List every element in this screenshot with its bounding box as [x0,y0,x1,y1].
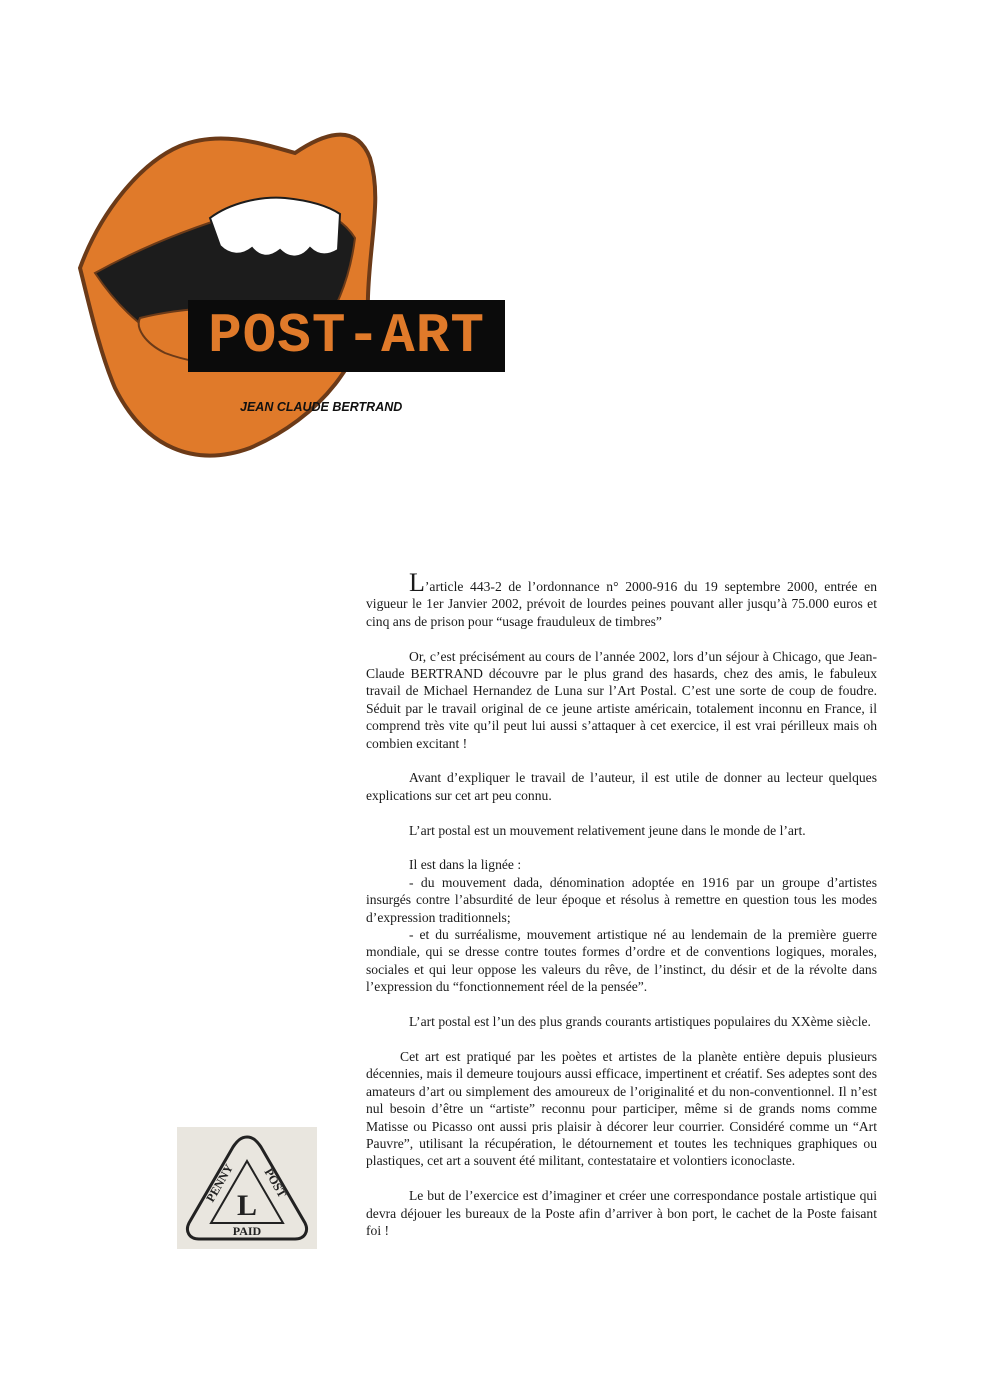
logo-title: POST-ART [188,300,505,372]
stamp-word-left: PENNY [203,1161,236,1205]
article-paragraph-1 [366,568,877,630]
lineage-item-surrealism: - et du surréalisme, mouvement artistique né au lendemain de la première guerre mondiale, qui se dresse contre toutes formes d’ordre et de conventions logiques, morales, sociales et qui leur oppose les valeurs du rêve, de l’instinct, du désir et de la révolte dans l’expression du “fonctionnement réel de la pensée”. [366,927,877,995]
article-paragraph-7: Cet art est pratiqué par les poètes et artistes de la planète entière depuis plusieurs décennies, mais il demeure toujours aussi efficace, impertinent et créatif. Ses adeptes sont des amateurs d’art ou simplement des amoureux de l’originalité et du non-conventionnel. Il n’est nul besoin d’être un “artiste” reconnu pour participer, même si de grands noms comme Matisse ou Picasso ont aussi pris plaisir à décorer leur courrier. Considéré comme un “Art Pauvre”, utilisant la récupération, le détournement et toutes les techniques graphiques ou plastiques, cet art a souvent été militant, contestataire et volontiers iconoclaste. [366,1048,877,1169]
article-paragraph-6: L’art postal est l’un des plus grands courants artistiques populaires du XXème siècle. [409,1014,871,1030]
penny-post-stamp [177,1127,317,1249]
drop-cap: L [409,568,425,597]
article-paragraph-1-text: ’article 443-2 de l’ordonnance n° 2000-916 du 19 septembre 2000, entrée en vigueur le 1er Janvier 2002, prévoit de lourdes peines pouvant aller jusqu’à 75.000 euros et cinq ans de prison pour “usage frauduleux de timbres” [366,579,877,629]
stamp-center-letter: L [236,1189,258,1222]
teeth [210,198,340,257]
stamp-word-bottom: PAID [232,1224,262,1238]
lineage-intro: Il est dans la lignée : [409,857,522,873]
lips-illustration [70,118,530,478]
article-paragraph-3: Avant d’expliquer le travail de l’auteur, il est utile de donner au lecteur quelques explications sur cet art peu connu. [366,770,877,803]
article-paragraph-4: L’art postal est un mouvement relativement jeune dans le monde de l’art. [409,822,806,838]
logo-author: JEAN CLAUDE BERTRAND [240,400,403,414]
article-paragraph-2: Or, c’est précisément au cours de l’année 2002, lors d’un séjour à Chicago, que Jean-Claude BERTRAND découvre par le plus grand des hasards, chez des amis, le fabuleux travail de Michael Hernandez de Luna sur l’Art Postal. C’est une sorte de coup de foudre. Séduit par le travail original de ce jeune artiste américain, totalement inconnu en France, il comprend très vite qu’il peut lui aussi s’attaquer à cet exercice, il est vrai périlleux mais oh combien excitant ! [366,648,877,751]
article-paragraph-8: Le but de l’exercice est d’imaginer et créer une correspondance postale artistique qui devra déjouer les bureaux de la Poste afin d’arriver à bon port, le cachet de la Poste faisant foi ! [366,1188,877,1238]
stamp-word-right: POST [261,1165,290,1201]
lineage-item-dada: - du mouvement dada, dénomination adoptée en 1916 par un groupe d’artistes insurgés contre l’absurdité de leur époque et résolus à remettre en question tous les modes d’expression traditionnels; [366,874,877,925]
article-body [366,568,877,1257]
